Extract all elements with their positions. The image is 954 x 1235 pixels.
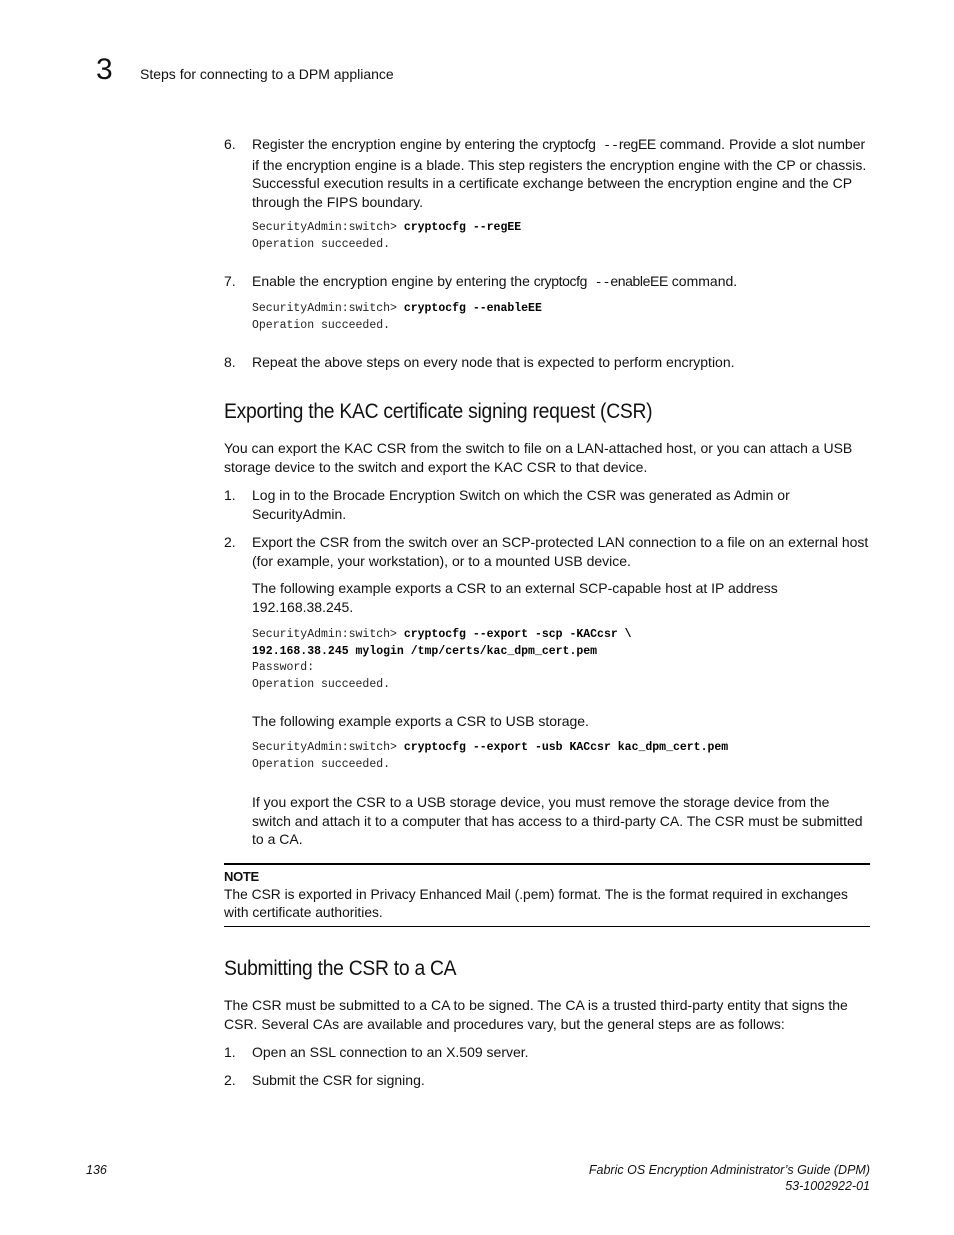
- note-top-rule: [224, 863, 870, 865]
- step-number: 1.: [224, 487, 236, 503]
- example-intro: The following example exports a CSR to an external SCP-capable host at IP address 192.168.38.245.: [252, 580, 778, 615]
- step-text: Open an SSL connection to an X.509 server.: [252, 1044, 529, 1060]
- step-number: 2.: [224, 1072, 236, 1088]
- section-heading: Submitting the CSR to a CA: [224, 957, 457, 980]
- section-intro: You can export the KAC CSR from the switch to file on a LAN-attached host, or you can attach a USB storage device to the switch and export the KAC CSR to that device.: [224, 440, 853, 475]
- step-text: Register the encryption engine by entering the cryptocfg --regEE command. Provide a slot number if the encryption engine is a blade. This step registers the encryption engine with the CP or chassis. Successful execution results in a certificate exchange between the encryption engine and the CP through the FIPS boundary.: [252, 136, 867, 211]
- step-number: 2.: [224, 534, 236, 550]
- step-number: 1.: [224, 1044, 236, 1060]
- step-number: 8.: [224, 354, 236, 370]
- step-number: 7.: [224, 273, 236, 289]
- document-title: Fabric OS Encryption Administrator’s Guide (DPM): [588, 1163, 870, 1177]
- chapter-number: 3: [96, 53, 113, 86]
- note-text: The CSR is exported in Privacy Enhanced Mail (.pem) format. The is the format required in exchanges with certificate authorities.: [224, 887, 848, 920]
- section-heading: Exporting the KAC certificate signing request (CSR): [224, 400, 653, 423]
- step-text: Log in to the Brocade Encryption Switch on which the CSR was generated as Admin or SecurityAdmin.: [252, 487, 790, 522]
- code-block: SecurityAdmin:switch> cryptocfg --enableEE Operation succeeded.: [252, 302, 542, 332]
- example-intro: The following example exports a CSR to USB storage.: [252, 713, 589, 729]
- note-label: NOTE: [224, 869, 259, 884]
- usb-paragraph: If you export the CSR to a USB storage device, you must remove the storage device from the switch and attach it to a computer that has access to a third-party CA. The CSR must be submitted to a CA.: [252, 794, 863, 848]
- step-text: Export the CSR from the switch over an SCP-protected LAN connection to a file on an external host (for example, your workstation), or to a mounted USB device.: [252, 534, 869, 569]
- document-number: 53-1002922-01: [785, 1179, 870, 1193]
- step-text: Submit the CSR for signing.: [252, 1072, 425, 1088]
- command-option: enableEE: [610, 273, 668, 289]
- page-number: 136: [86, 1163, 107, 1177]
- code-block: SecurityAdmin:switch> cryptocfg --export -scp -KACcsr \ 192.168.38.245 mylogin /tmp/certs/kac_dpm_cert.pem Password: Operation succeeded.: [252, 628, 632, 691]
- command-option: regEE: [618, 136, 656, 152]
- command-name: cryptocfg: [542, 136, 596, 152]
- section-intro: The CSR must be submitted to a CA to be signed. The CA is a trusted third-party entity that signs the CSR. Several CAs are available and procedures vary, but the general steps are as follows:: [224, 997, 848, 1032]
- code-block: SecurityAdmin:switch> cryptocfg --export -usb KACcsr kac_dpm_cert.pem Operation succeeded.: [252, 741, 729, 771]
- note-bottom-rule: [224, 926, 870, 927]
- chapter-title: Steps for connecting to a DPM appliance: [140, 66, 394, 82]
- step-text: Repeat the above steps on every node that is expected to perform encryption.: [252, 354, 735, 370]
- code-block: SecurityAdmin:switch> cryptocfg --regEE Operation succeeded.: [252, 221, 522, 251]
- step-text: Enable the encryption engine by entering the cryptocfg --enableEE command.: [252, 273, 738, 290]
- step-number: 6.: [224, 136, 236, 152]
- command-name: cryptocfg: [533, 273, 587, 289]
